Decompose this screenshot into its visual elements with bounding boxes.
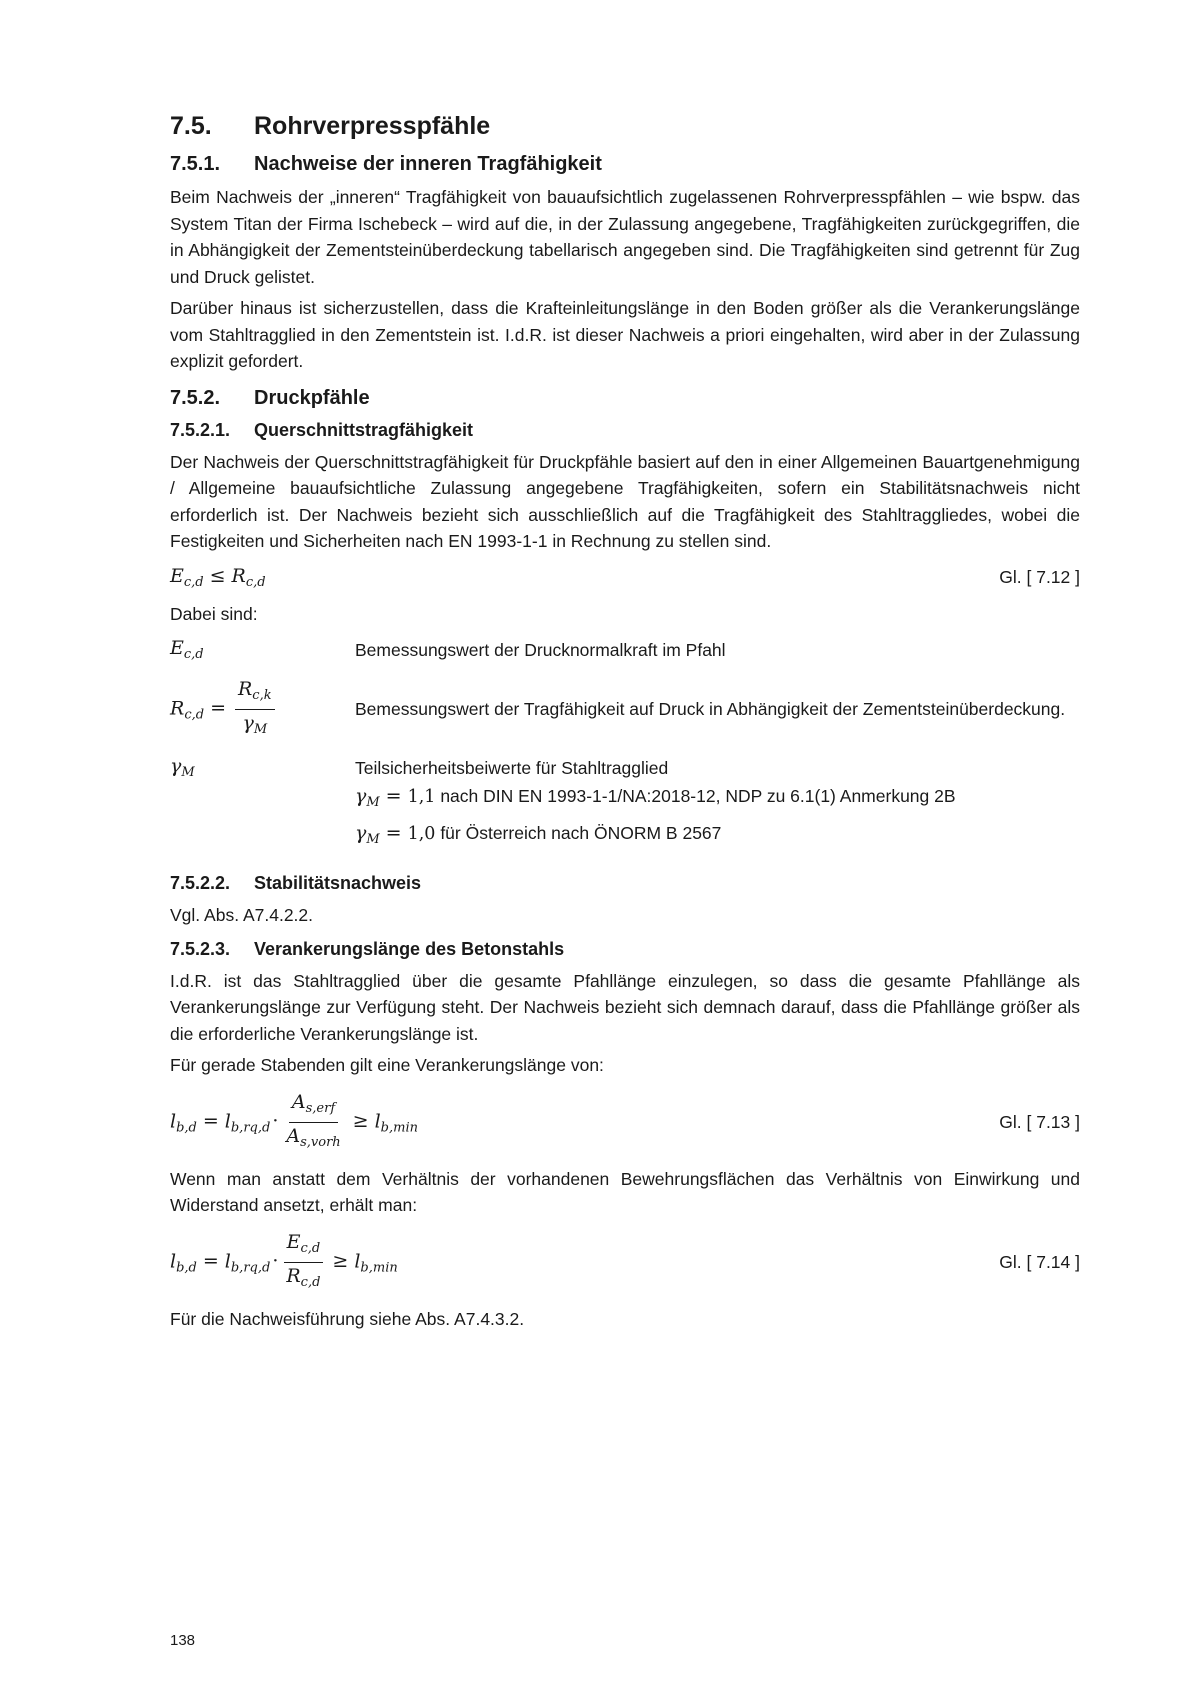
heading-number: 7.5.2.2.	[170, 873, 231, 893]
section-title: Rohrverpresspfähle	[254, 112, 491, 140]
definition-row	[170, 678, 1080, 741]
heading-title: Nachweise der inneren Tragfähigkeit	[254, 153, 602, 175]
heading-number: 7.5.1.	[170, 153, 221, 175]
equation-number: Gl. [ 7.14 ]	[999, 1251, 1080, 1272]
equation-7-13	[170, 1091, 1080, 1154]
heading-7-5-2-1	[170, 420, 1080, 441]
gamma-symbol: $\gamma_M$ =	[355, 785, 402, 810]
gamma-note: für Österreich nach ÖNORM B 2567	[440, 823, 722, 843]
page-number: 138	[170, 1632, 196, 1649]
paragraph: Darüber hinaus ist sicherzustellen, dass die Krafteinleitungslänge in den Boden größer als die Verankerungslänge vom Stahltragglied in den Zementstein ist. I.d.R. ist dieser Nachweis a priori eingehalten, wird aber in der Zulassung explizit gefordert.	[170, 298, 1080, 371]
heading-title: Stabilitätsnachweis	[254, 873, 422, 893]
heading-title: Verankerungslänge des Betonstahls	[254, 938, 565, 959]
section-heading-7-5	[170, 112, 1080, 141]
paragraph: Dabei sind:	[170, 603, 258, 624]
paragraph: Für die Nachweisführung siehe Abs. A7.4.3.2.	[170, 1308, 525, 1329]
paragraph: Der Nachweis der Querschnittstragfähigkeit für Druckpfähle basiert auf den in einer Allgemeinen Bauartgenehmigung / Allgemeine bauaufsichtliche Zulassung angegebene Tragfähigkeiten, sofern ein Stabilitätsnachweis nicht erforderlich ist. Der Nachweis bezieht sich ausschließlich auf die Tragfähigkeit des Stahltraggliedes, wobei die Festigkeiten und Sicherheiten nach EN 1993-1-1 in Rechnung zu stellen sind.	[170, 451, 1080, 551]
fraction: $\frac{A_{s,erf}}{A_{s,vorh}}$	[286, 1090, 341, 1150]
definition-symbol: $R_{c,d}$ = $\frac{R_{c,k}}{\gamma_M}$	[170, 678, 355, 741]
definition-text: Teilsicherheitsbeiwerte für Stahltragglied	[355, 757, 669, 778]
equation-number: Gl. [ 7.13 ]	[999, 1111, 1080, 1132]
gamma-note: nach DIN EN 1993-1-1/NA:2018-12, NDP zu 6.1(1) Anmerkung 2B	[440, 786, 956, 806]
definition-symbol: $\gamma_M$	[170, 754, 195, 780]
fraction: $\frac{R_{c,k}}{\gamma_M}$	[235, 678, 275, 741]
equation-7-12	[170, 563, 1080, 593]
definition-text: Bemessungswert der Tragfähigkeit auf Druck in Abhängigkeit der Zementsteinüberdeckung.	[355, 698, 1066, 719]
heading-title: Querschnittstragfähigkeit	[254, 419, 474, 440]
section-number: 7.5.	[170, 112, 212, 140]
gamma-value-line	[355, 781, 1080, 818]
heading-7-5-2-3	[170, 939, 1080, 960]
definition-text-block	[355, 755, 1080, 856]
paragraph: Für gerade Stabenden gilt eine Verankerungslänge von:	[170, 1055, 604, 1075]
equation-7-14	[170, 1231, 1080, 1294]
heading-number: 7.5.2.3.	[170, 938, 231, 959]
gamma-value: 1,1	[407, 787, 436, 807]
paragraph: Beim Nachweis der „inneren“ Tragfähigkeit von bauaufsichtlich zugelassenen Rohrverpresspfählen – wie bspw. das System Titan der Firma Ischebeck – wird auf die, in der Zulassung angegebene, Tragfähigkeiten zurückgegriffen, die in Abhängigkeit der Zementsteinüberdeckung tabellarisch angegeben sind. Die Tragfähigkeiten sind getrennt für Zug und Druck gelistet.	[170, 187, 1080, 287]
definition-symbol: $E_{c,d}$	[170, 637, 204, 662]
paragraph: Vgl. Abs. A7.4.2.2.	[170, 905, 314, 925]
gamma-value-line	[355, 818, 1080, 855]
equation-formula: $l_{b,d} = l_{b,rq,d}$ · $\frac{A_{s,erf}}{A_{s,vorh}}$ ≥ $l_{b,min}$	[170, 1091, 418, 1154]
definition-row	[170, 755, 1080, 856]
heading-7-5-1	[170, 153, 1080, 176]
equation-number: Gl. [ 7.12 ]	[999, 567, 1080, 587]
fraction: $\frac{E_{c,d}}{R_{c,d}}$	[283, 1231, 323, 1294]
equation-formula: $l_{b,d} = l_{b,rq,d}$ · $\frac{E_{c,d}}{R_{c,d}}$ ≥ $l_{b,min}$	[170, 1231, 398, 1294]
equation-formula: $E_{c,d} \le R_{c,d}$	[170, 565, 266, 590]
heading-7-5-2	[170, 387, 1080, 410]
paragraph: Wenn man anstatt dem Verhältnis der vorhandenen Bewehrungsflächen das Verhältnis von Einwirkung und Widerstand ansetzt, erhält man:	[170, 1168, 1080, 1215]
gamma-value: 1,0	[407, 824, 436, 844]
page-content	[170, 112, 1080, 1337]
paragraph: I.d.R. ist das Stahltragglied über die gesamte Pfahllänge einzulegen, so dass die gesamte Pfahllänge als Verankerungslänge zur Verfügung steht. Der Nachweis bezieht sich demnach darauf, dass die Pfahllänge größer als die erforderliche Verankerungslänge ist.	[170, 970, 1080, 1044]
heading-number: 7.5.2.1.	[170, 419, 231, 440]
heading-number: 7.5.2.	[170, 386, 221, 409]
heading-title: Druckpfähle	[254, 386, 370, 409]
definition-text: Bemessungswert der Drucknormalkraft im Pfahl	[355, 640, 726, 660]
gamma-symbol: $\gamma_M$ =	[355, 822, 402, 847]
definition-row	[170, 637, 1080, 664]
heading-7-5-2-2	[170, 873, 1080, 894]
